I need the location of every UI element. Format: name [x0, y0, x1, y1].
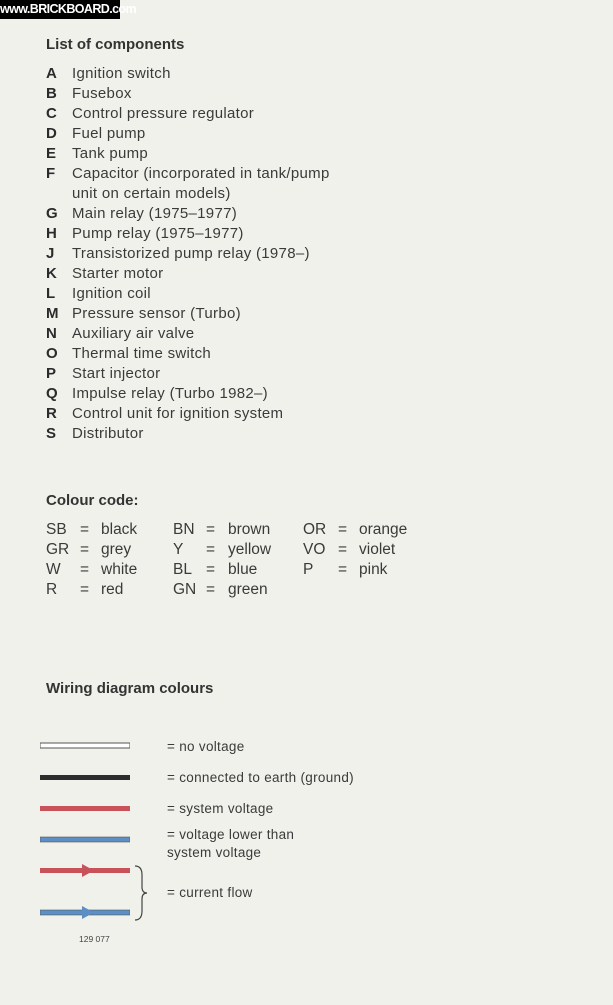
colour-name: black	[101, 521, 138, 538]
colour-abbreviation: BN	[173, 521, 195, 538]
component-item	[46, 384, 330, 404]
component-item	[46, 104, 330, 124]
colour-name: red	[101, 581, 124, 598]
equals-sign: =	[206, 541, 216, 558]
colour-name: green	[228, 581, 268, 598]
brace-icon	[133, 865, 149, 921]
component-name: Capacitor (incorporated in tank/pump	[72, 165, 330, 182]
component-name: Main relay (1975–1977)	[72, 205, 238, 222]
component-letter: K	[46, 265, 57, 282]
component-letter: S	[46, 425, 57, 442]
current-flow-red-line	[40, 864, 130, 878]
no-voltage-line	[40, 741, 130, 751]
colour-name: grey	[101, 541, 132, 558]
colour-name: violet	[359, 541, 396, 558]
equals-sign: =	[206, 521, 216, 538]
component-name: Fusebox	[72, 85, 132, 102]
earth-line	[40, 773, 130, 783]
component-letter: B	[46, 85, 57, 102]
current-flow-label: = current flow	[167, 885, 253, 900]
component-letter: C	[46, 105, 57, 122]
component-item	[46, 324, 330, 344]
component-name: Control unit for ignition system	[72, 405, 284, 422]
no-voltage-label: = no voltage	[167, 739, 245, 754]
colour-abbreviation: BL	[173, 561, 192, 578]
component-name: Thermal time switch	[72, 345, 212, 362]
colour-name: yellow	[228, 541, 272, 558]
wiring-legend	[40, 735, 460, 945]
component-letter: D	[46, 125, 57, 142]
component-letter: R	[46, 405, 57, 422]
component-name: Transistorized pump relay (1978–)	[72, 245, 310, 262]
equals-sign: =	[80, 561, 90, 578]
component-letter: E	[46, 145, 57, 162]
equals-sign: =	[80, 541, 90, 558]
component-item	[46, 364, 330, 384]
system-voltage-line	[40, 804, 130, 814]
colour-abbreviation: GN	[173, 581, 197, 598]
component-letter: H	[46, 225, 57, 242]
component-item	[46, 284, 330, 304]
component-name: Ignition coil	[72, 285, 151, 302]
system-voltage-label: = system voltage	[167, 801, 274, 816]
colour-name: pink	[359, 561, 388, 578]
component-letter: A	[46, 65, 57, 82]
lower-voltage-label: = voltage lower than system voltage	[167, 827, 295, 860]
colour-abbreviation: Y	[173, 541, 184, 558]
component-letter: G	[46, 205, 58, 222]
equals-sign: =	[80, 521, 90, 538]
component-letter: O	[46, 345, 58, 362]
component-name: Pump relay (1975–1977)	[72, 225, 244, 242]
colour-abbreviation: W	[46, 561, 61, 578]
component-item	[72, 184, 330, 204]
component-letter: F	[46, 165, 56, 182]
component-item	[46, 264, 330, 284]
colour-abbreviation: GR	[46, 541, 70, 558]
equals-sign: =	[206, 581, 216, 598]
component-item	[46, 84, 330, 104]
equals-sign: =	[206, 561, 216, 578]
component-item	[46, 224, 330, 244]
component-name: Control pressure regulator	[72, 105, 255, 122]
component-item	[46, 144, 330, 164]
component-item	[46, 344, 330, 364]
component-item	[46, 204, 330, 224]
component-letter: L	[46, 285, 56, 302]
components-list	[46, 64, 330, 444]
colour-name: blue	[228, 561, 258, 578]
component-name: Ignition switch	[72, 65, 171, 82]
earth-label: = connected to earth (ground)	[167, 770, 354, 785]
colour-abbreviation: R	[46, 581, 58, 598]
component-item	[46, 304, 330, 324]
component-letter: N	[46, 325, 57, 342]
wiring-colours-heading: Wiring diagram colours	[46, 680, 214, 697]
component-name: Auxiliary air valve	[72, 325, 195, 342]
component-name: Starter motor	[72, 265, 164, 282]
component-name: Distributor	[72, 425, 144, 442]
equals-sign: =	[338, 561, 348, 578]
component-item	[46, 424, 330, 444]
colour-abbreviation: OR	[303, 521, 327, 538]
colour-abbreviation: VO	[303, 541, 326, 558]
equals-sign: =	[338, 521, 348, 538]
colour-name: white	[101, 561, 138, 578]
component-item	[46, 164, 330, 184]
equals-sign: =	[80, 581, 90, 598]
colour-abbreviation: P	[303, 561, 314, 578]
component-letter: P	[46, 365, 57, 382]
component-item	[46, 404, 330, 424]
component-item	[46, 124, 330, 144]
components-heading: List of components	[46, 36, 185, 53]
component-item	[46, 64, 330, 84]
equals-sign: =	[338, 541, 348, 558]
component-name: Impulse relay (Turbo 1982–)	[72, 385, 268, 402]
current-flow-blue-line	[40, 906, 130, 920]
colour-name: brown	[228, 521, 271, 538]
lower-voltage-line	[40, 835, 130, 845]
component-letter: M	[46, 305, 59, 322]
watermark: www.BRICKBOARD.com	[0, 0, 120, 19]
component-item	[46, 244, 330, 264]
colour-name: orange	[359, 521, 408, 538]
component-name: Pressure sensor (Turbo)	[72, 305, 241, 322]
component-letter: J	[46, 245, 55, 262]
component-name: Fuel pump	[72, 125, 146, 142]
component-name: Tank pump	[72, 145, 149, 162]
component-name: Start injector	[72, 365, 161, 382]
component-name: unit on certain models)	[72, 185, 231, 202]
figure-number: 129 077	[79, 934, 110, 944]
component-letter: Q	[46, 385, 58, 402]
colour-abbreviation: SB	[46, 521, 67, 538]
colour-code-heading: Colour code:	[46, 492, 139, 509]
